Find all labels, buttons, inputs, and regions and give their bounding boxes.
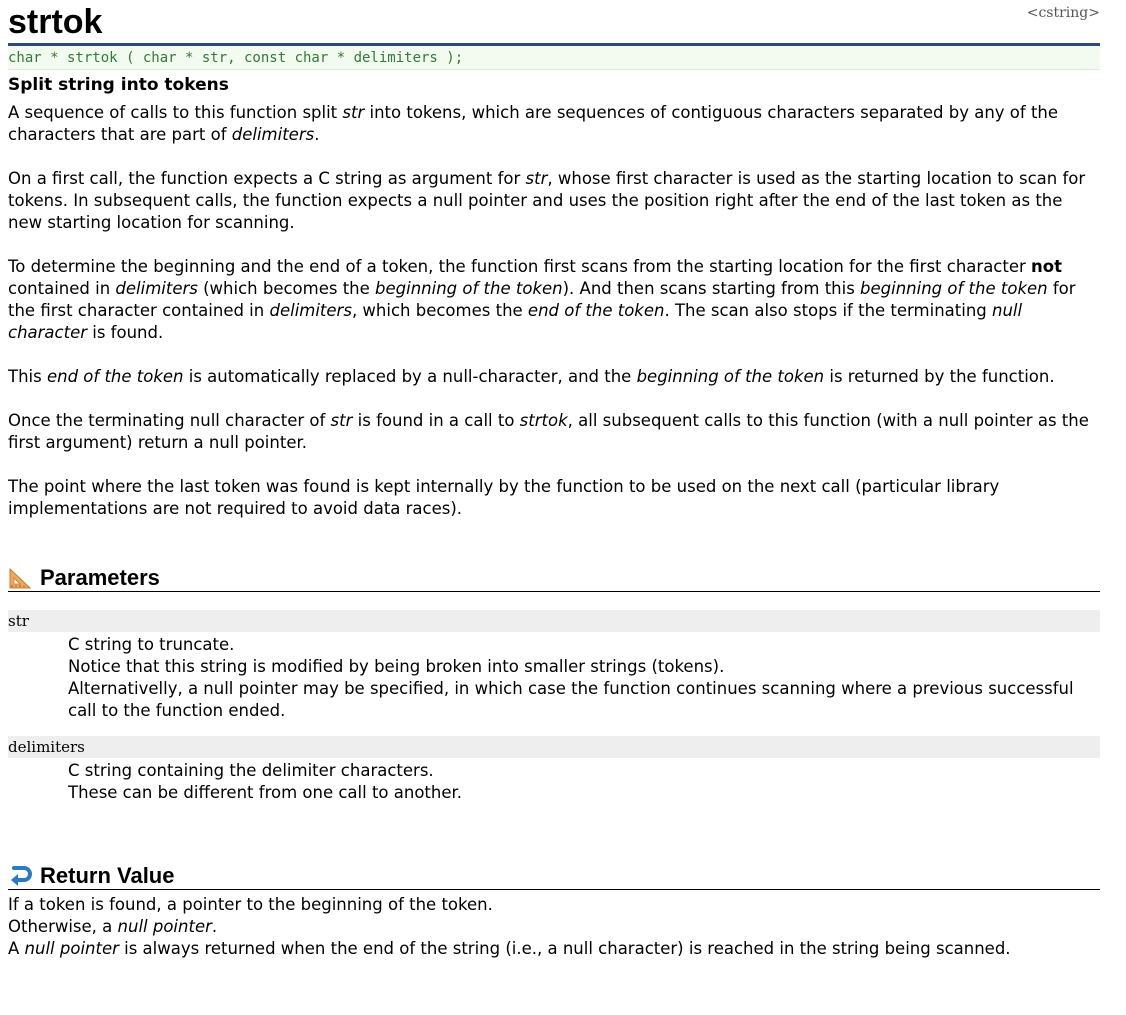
return-arrow-icon: [8, 864, 32, 888]
param-ref-str: str: [342, 103, 365, 122]
function-ref-strtok: strtok: [519, 411, 568, 430]
term-beginning-of-token: beginning of the token: [860, 279, 1048, 298]
term-end-of-token: end of the token: [527, 301, 665, 320]
param-desc-delimiters: [8, 760, 1100, 804]
emphasis-not: not: [1031, 257, 1063, 276]
param-ref-delimiters: delimiters: [231, 125, 315, 144]
return-value-body: [8, 894, 1100, 960]
term-null-pointer: null pointer: [24, 939, 119, 958]
description-paragraph-4: This end of the token is automatically replaced by a null-character, and the beginning of the token is returned by the function.: [8, 367, 1055, 386]
param-ref-str: str: [525, 169, 548, 188]
description-paragraph-6: The point where the last token was found is kept internally by the function to be used on the next call (particular library implementations are not required to avoid data races).: [8, 477, 1000, 518]
param-desc-line: These can be different from one call to another.: [68, 783, 463, 802]
description-paragraph-5: Once the terminating null character of str is found in a call to strtok, all subsequent calls to this function (with a null pointer as the first argument) return a null pointer.: [8, 411, 1089, 452]
return-line-3: A null pointer is always returned when the end of the string (i.e., a null character) is reached in the string being scanned.: [8, 939, 1011, 958]
set-square-icon: [8, 566, 32, 590]
library-link[interactable]: <cstring>: [1026, 5, 1100, 21]
description-paragraph-1: A sequence of calls to this function split str into tokens, which are sequences of contiguous characters separated by any of the characters that are part of delimiters.: [8, 103, 1059, 144]
parameters-heading: [8, 564, 1100, 592]
page-header: [8, 0, 1100, 46]
description-paragraph-2: On a first call, the function expects a C string as argument for str, whose first character is used as the starting location to scan for tokens. In subsequent calls, the function expects a null pointer and uses the position right after the end of the last token as the new starting location for scanning.: [8, 169, 1086, 232]
term-null-pointer: null pointer: [117, 917, 212, 936]
term-null-character: null character: [8, 301, 1023, 342]
param-name-delimiters: delimiters: [8, 736, 1100, 758]
param-desc-line: C string to truncate.: [68, 635, 235, 654]
param-desc-line: C string containing the delimiter characters.: [68, 761, 434, 780]
page-title: strtok: [8, 3, 103, 41]
term-beginning-of-token: beginning of the token: [375, 279, 563, 298]
parameters-title: Parameters: [40, 564, 160, 590]
param-name-str: str: [8, 610, 1100, 632]
param-desc-line: Notice that this string is modified by being broken into smaller strings (tokens).: [68, 657, 725, 676]
description-paragraph-3: To determine the beginning and the end of a token, the function first scans from the starting location for the first character not contained in delimiters (which becomes the beginning of the token). And then scans starting from this beginning of the token for the first character contained in delimiters, which becomes the end of the token. The scan also stops if the terminating null character is found.: [8, 257, 1076, 342]
param-desc-str: [8, 634, 1100, 722]
param-ref-delimiters: delimiters: [115, 279, 198, 298]
function-prototype: char * strtok ( char * str, const char * delimiters );: [8, 46, 1100, 70]
param-desc-line: Alternativelly, a null pointer may be specified, in which case the function continues scanning where a previous successful call to the function ended.: [68, 679, 1074, 720]
term-end-of-token: end of the token: [46, 367, 184, 386]
function-summary: Split string into tokens: [8, 75, 229, 95]
return-line-2: Otherwise, a null pointer.: [8, 917, 218, 936]
term-beginning-of-token: beginning of the token: [636, 367, 825, 386]
param-ref-str: str: [330, 411, 353, 430]
return-value-heading: [8, 862, 1100, 890]
return-line-1: If a token is found, a pointer to the beginning of the token.: [8, 895, 493, 914]
return-value-title: Return Value: [40, 862, 175, 888]
param-ref-delimiters: delimiters: [269, 301, 352, 320]
